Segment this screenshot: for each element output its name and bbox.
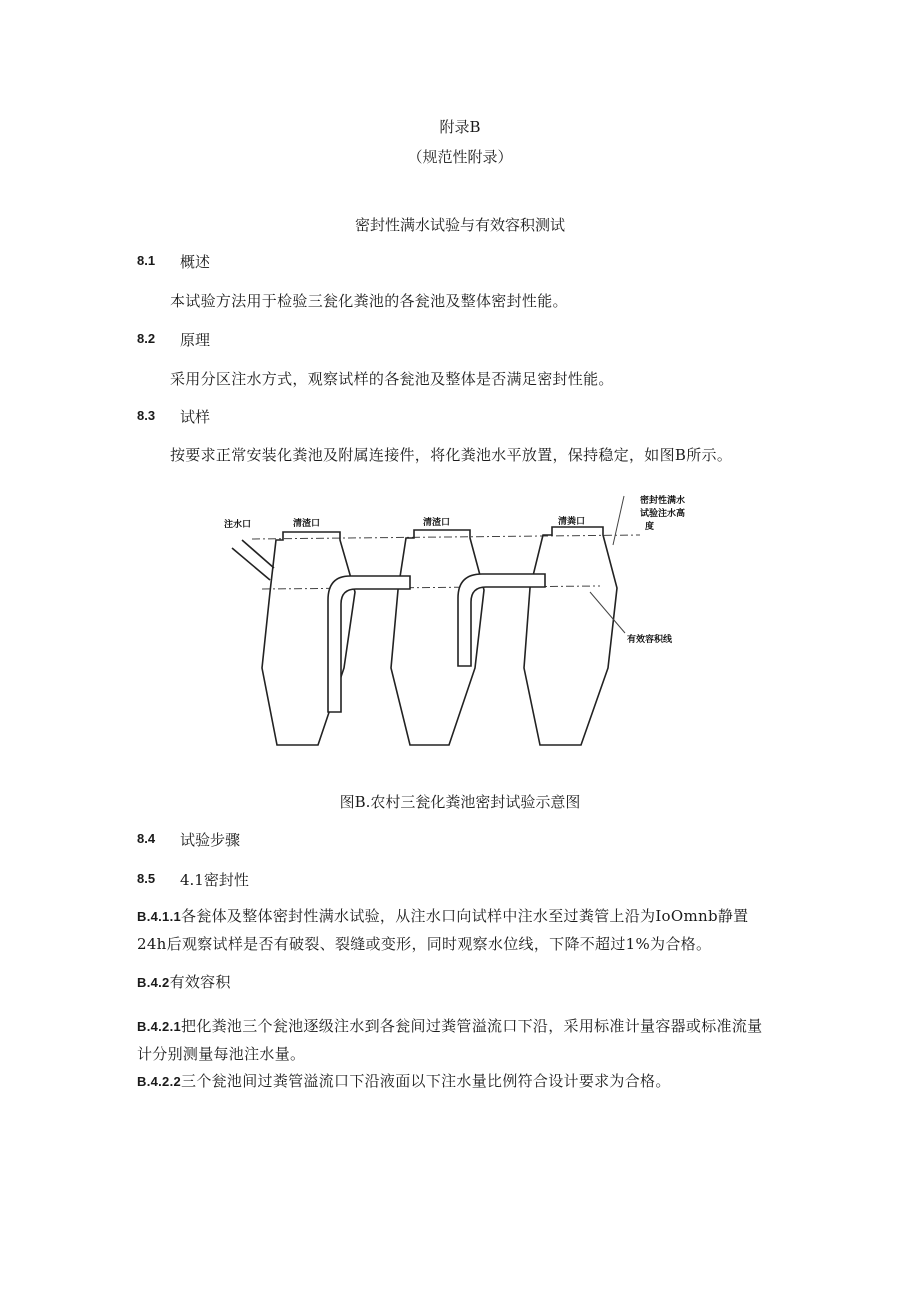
section-number: 8.2 xyxy=(137,331,156,346)
effective-volume-leader xyxy=(590,592,625,633)
clause-b422 xyxy=(137,1070,671,1091)
clause-b42 xyxy=(137,971,231,992)
cleanout-label-3: 清粪口 xyxy=(558,517,586,527)
document-title: 密封性满水试验与有效容积测试 xyxy=(354,216,565,234)
inlet-pipe xyxy=(232,548,270,580)
effective-volume-label: 有效容积线 xyxy=(627,635,673,645)
section-title: 试验步骤 xyxy=(180,831,241,849)
clause-b421 xyxy=(137,1015,762,1036)
fill-height-label-line1: 密封性满水 xyxy=(640,496,686,506)
clause-text: 三个瓮池间过粪管溢流口下沿液面以下注水量比例符合设计要求为合格。 xyxy=(181,1072,671,1090)
figure-caption: 图B.农村三瓮化粪池密封试验示意图 xyxy=(339,793,581,811)
clause-text: 有效容积 xyxy=(169,973,231,991)
clause-b411 xyxy=(137,905,748,926)
section-title: 试样 xyxy=(180,408,211,426)
septic-tank-diagram xyxy=(0,485,920,775)
clause-text: 各瓮体及整体密封性满水试验，从注水口向试样中注水至过粪管上沿为IoOmnb静置 xyxy=(181,907,749,925)
clause-number: B.4.2.1 xyxy=(137,1019,182,1034)
clause-text: 把化粪池三个瓮池逐级注水到各瓮间过粪管溢流口下沿，采用标准计量容器或标准流量 xyxy=(181,1017,763,1035)
fill-height-leader xyxy=(613,496,624,545)
section-number: 8.1 xyxy=(137,253,156,268)
section-title: 4.1密封性 xyxy=(180,871,249,889)
section-title: 原理 xyxy=(180,331,211,349)
paragraph: 按要求正常安装化粪池及附属连接件，将化粪池水平放置，保持稳定，如图B所示。 xyxy=(170,446,733,464)
fill-height-line xyxy=(252,535,640,539)
appendix-type: （规范性附录） xyxy=(407,148,513,166)
cleanout-label-2: 清渣口 xyxy=(423,518,451,528)
fill-height-label-line2: 试验注水高 xyxy=(640,509,686,519)
appendix-heading: 附录B xyxy=(439,118,481,136)
paragraph: 本试验方法用于检验三瓮化粪池的各瓮池及整体密封性能。 xyxy=(170,292,568,310)
section-number: 8.3 xyxy=(137,408,156,423)
clause-number: B.4.2.2 xyxy=(137,1074,182,1089)
inlet-label: 注水口 xyxy=(224,520,252,530)
section-title: 概述 xyxy=(180,253,211,271)
cleanout-label-1: 清渣口 xyxy=(293,519,321,529)
transfer-pipe-2 xyxy=(458,574,545,666)
clause-number: B.4.1.1 xyxy=(137,909,182,924)
section-number: 8.4 xyxy=(137,831,156,846)
clause-b421-cont: 计分别测量每池注水量。 xyxy=(137,1045,306,1063)
fill-height-label-line3: 度 xyxy=(645,522,655,532)
section-number: 8.5 xyxy=(137,871,156,886)
paragraph: 采用分区注水方式，观察试样的各瓮池及整体是否满足密封性能。 xyxy=(170,370,614,388)
clause-number: B.4.2 xyxy=(137,975,170,990)
tank-3 xyxy=(524,527,617,745)
clause-b411-cont: 24h后观察试样是否有破裂、裂缝或变形，同时观察水位线，下降不超过1%为合格。 xyxy=(137,935,712,953)
effective-volume-line xyxy=(262,586,600,589)
